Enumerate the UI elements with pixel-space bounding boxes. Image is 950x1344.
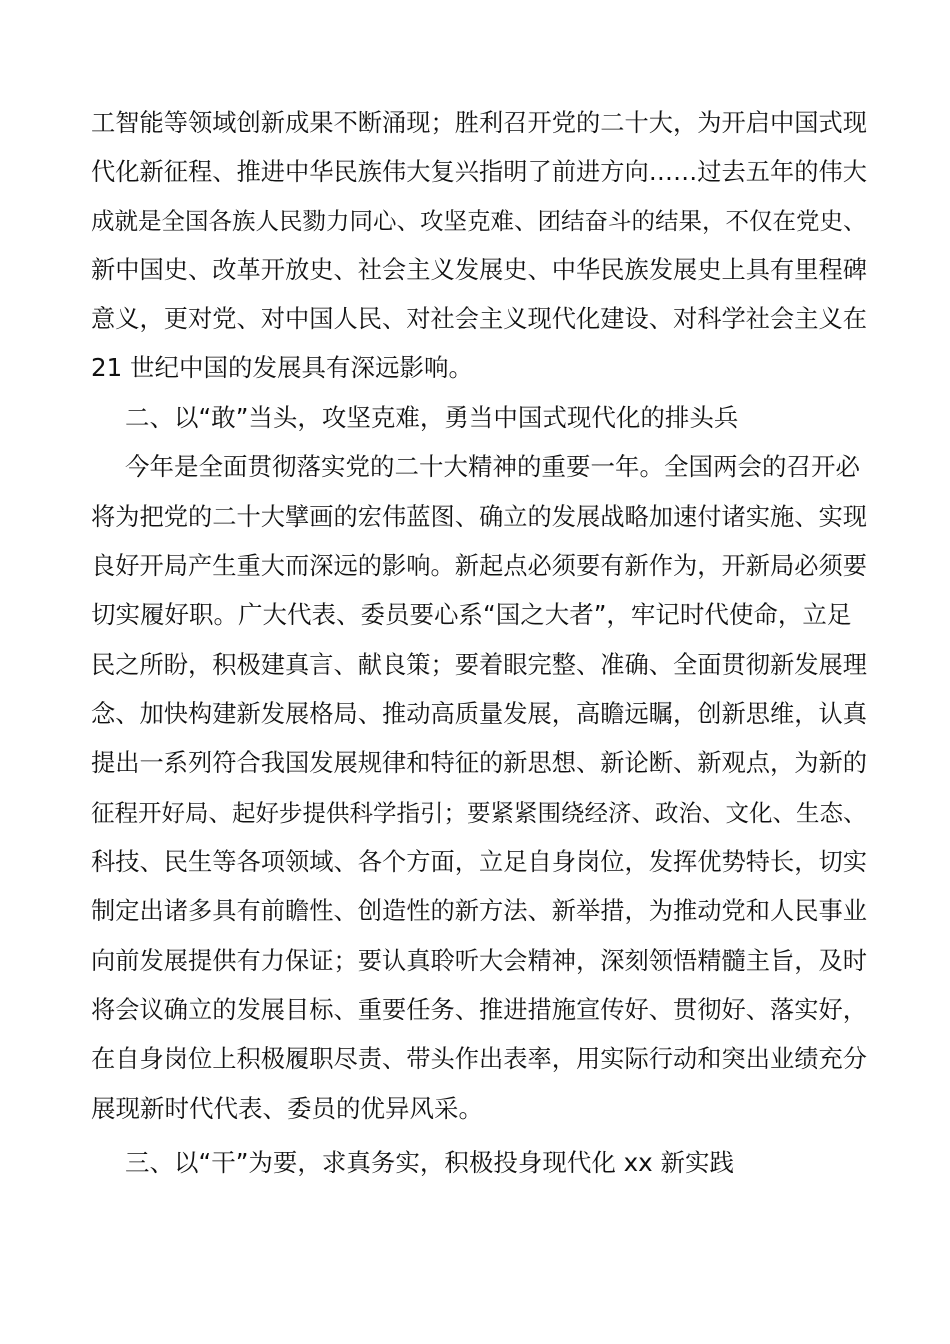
text-line: 提出一系列符合我国发展规律和特征的新思想、新论断、新观点，为新的	[91, 748, 868, 777]
text-line: 展现新时代代表、委员的优异风采。	[91, 1094, 483, 1123]
text-line: 切实履好职。广大代表、委员要心系“国之大者”，牢记时代使命，立足	[91, 600, 852, 629]
text-line: 成就是全国各族人民勠力同心、攻坚克难、团结奋斗的结果，不仅在党史、	[91, 207, 867, 235]
text-line: 向前发展提供有力保证；要认真聆听大会精神，深刻领悟精髓主旨，及时	[91, 946, 868, 975]
text-line: 新中国史、改革开放史、社会主义发展史、中华民族发展史上具有里程碑	[91, 255, 868, 284]
text-line: 代化新征程、推进中华民族伟大复兴指明了前进方向……过去五年的伟大	[91, 157, 868, 186]
text-line: 意义，更对党、对中国人民、对社会主义现代化建设、对科学社会主义在	[91, 304, 868, 333]
text-line: 制定出诸多具有前瞻性、创造性的新方法、新举措，为推动党和人民事业	[91, 896, 868, 925]
text-line: 将为把党的二十大擘画的宏伟蓝图、确立的发展战略加速付诸实施、实现	[91, 502, 868, 531]
section-heading-3: 三、以“干”为要，求真务实，积极投身现代化 xx 新实践	[125, 1148, 734, 1177]
paragraph-first-line: 今年是全面贯彻落实党的二十大精神的重要一年。全国两会的召开必	[125, 452, 860, 481]
text-line: 念、加快构建新发展格局、推动高质量发展，高瞻远瞩，创新思维，认真	[91, 699, 868, 728]
text-line: 良好开局产生重大而深远的影响。新起点必须要有新作为，开新局必须要	[91, 551, 868, 580]
text-line: 将会议确立的发展目标、重要任务、推进措施宣传好、贯彻好、落实好，	[91, 995, 868, 1024]
text-line: 科技、民生等各项领域、各个方面，立足自身岗位，发挥优势特长，切实	[91, 847, 868, 876]
text-line: 21 世纪中国的发展具有深远影响。	[91, 353, 473, 382]
section-heading-2: 二、以“敢”当头，攻坚克难，勇当中国式现代化的排头兵	[125, 403, 739, 432]
text-line: 在自身岗位上积极履职尽责、带头作出表率，用实际行动和突出业绩充分	[91, 1044, 868, 1073]
text-line: 工智能等领域创新成果不断涌现；胜利召开党的二十大，为开启中国式现	[91, 108, 868, 137]
text-line: 征程开好局、起好步提供科学指引；要紧紧围绕经济、政治、文化、生态、	[91, 799, 867, 827]
text-line: 民之所盼，积极建真言、献良策；要着眼完整、准确、全面贯彻新发展理	[91, 650, 868, 679]
